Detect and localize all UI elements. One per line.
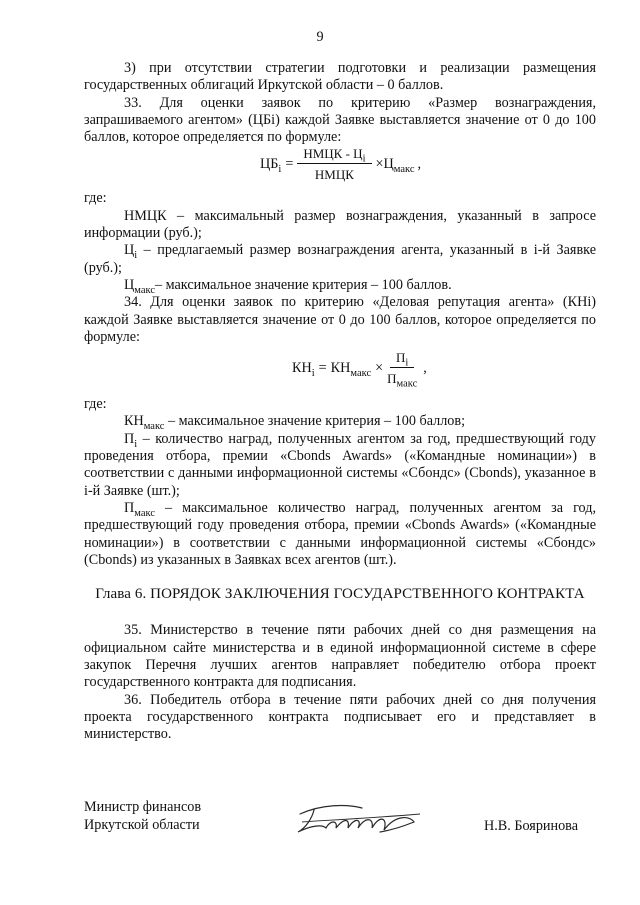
paragraph-criterion-3: 3) при отсутствии стратегии подготовки и реализации размещения государственных облигаций Иркутской области – 0 баллов.: [84, 60, 596, 94]
where-label-2: где:: [84, 396, 107, 413]
paragraph-36: 36. Победитель отбора в течение пяти рабочих дней со дня получения проекта государственного контракта подписывает его и представляет в министерство.: [84, 691, 596, 743]
formula-cb-rhs: $Ц_{макс}$: [383, 155, 415, 175]
signer-name: Н.В. Бояринова: [483, 818, 578, 834]
page-number: 9: [316, 29, 324, 45]
paragraph-35: 35. Министерство в течение пяти рабочих дней со дня размещения на официальном сайте министерства и в единой информационной системе в сфере закупок Перечня лучших агентов направляет победителю отбора проект государственного контракта для подписания.: [84, 622, 596, 691]
formula-cb: [84, 146, 596, 190]
paragraph-33: 33. Для оценки заявок по критерию «Размер вознаграждения, запрашиваемого агентом» (ЦБі) каждой Заявке выставляется значение от 0 до 100 баллов, которое определяется по формуле:: [84, 94, 596, 146]
formula-kn-times: ×: [375, 359, 384, 376]
formula-kn-denominator: $П_{макс}$: [387, 371, 418, 390]
formula-kn: [84, 346, 596, 396]
formula-cb-denominator: НМЦК: [314, 167, 354, 183]
definition-pi: $П_i$ – количество наград, полученных агентом за год, предшествующий году проведения отбора, премии «Cbonds Awards» («Командные номинации») в соответствии с данными информационной системы «Сбондс» (Cbonds), указанное в i-й Заявке (шт.);: [84, 430, 596, 499]
formula-kn-tail: ,: [423, 359, 427, 376]
formula-kn-fraction: [387, 350, 418, 390]
formula-kn-numerator: $П_i$: [390, 350, 414, 368]
definition-pmax: $П_{макс}$ – максимальное количество наград, полученных агентом за год, предшествующий году проведения отбора, премии «Cbonds Awards» («Командные номинации») в соответствии с данными информационной системы «Сбондс» (Cbonds) из указанных в Заявках всех агентов (шт.).: [84, 499, 596, 568]
document-body: [84, 60, 596, 744]
formula-kn-mid: $КН_{макс}$: [330, 359, 372, 379]
paragraph-34: 34. Для оценки заявок по критерию «Деловая репутация агента» (КНі) каждой Заявке выставляется значение от 0 до 100 баллов, которое определяется по формуле:: [84, 294, 596, 345]
definition-knmax: $КН_{макс}$ – максимальное значение критерия – 100 баллов;: [124, 413, 466, 433]
formula-cb-lhs: $ЦБ_i$: [260, 155, 282, 175]
formula-kn-row: [292, 350, 427, 390]
where-label-1: где:: [84, 190, 107, 207]
signer-title: [84, 798, 201, 834]
formula-cb-tail: ,: [417, 155, 422, 172]
signer-title-line-1: Министр финансов: [84, 799, 202, 815]
formula-cb-times: ×: [375, 155, 384, 172]
definition-cmax: $Ц_{макс}-$ максимальное значение критерия – 100 баллов.: [124, 276, 452, 296]
formula-kn-eq: =: [318, 359, 327, 376]
handwritten-signature-image: [292, 800, 432, 836]
definition-ci: $Ц_i$ – предлагаемый размер вознаграждения агента, указанный в i-й Заявке (руб.);: [84, 242, 596, 276]
formula-cb-fraction: [297, 146, 371, 182]
formula-kn-lhs: $КН_i$: [292, 359, 315, 379]
signer-title-line-2: Иркутской области: [84, 817, 200, 833]
chapter-heading: Глава 6. ПОРЯДОК ЗАКЛЮЧЕНИЯ ГОСУДАРСТВЕННОГО КОНТРАКТА: [95, 586, 585, 603]
formula-cb-numerator: НМЦК - $Ц_i$: [297, 146, 371, 164]
formula-cb-row: [260, 146, 421, 182]
definition-nmck: НМЦК – максимальный размер вознаграждения, указанный в запросе информации (руб.);: [84, 207, 596, 242]
signature-block: [84, 798, 596, 838]
formula-cb-eq: =: [285, 155, 294, 172]
